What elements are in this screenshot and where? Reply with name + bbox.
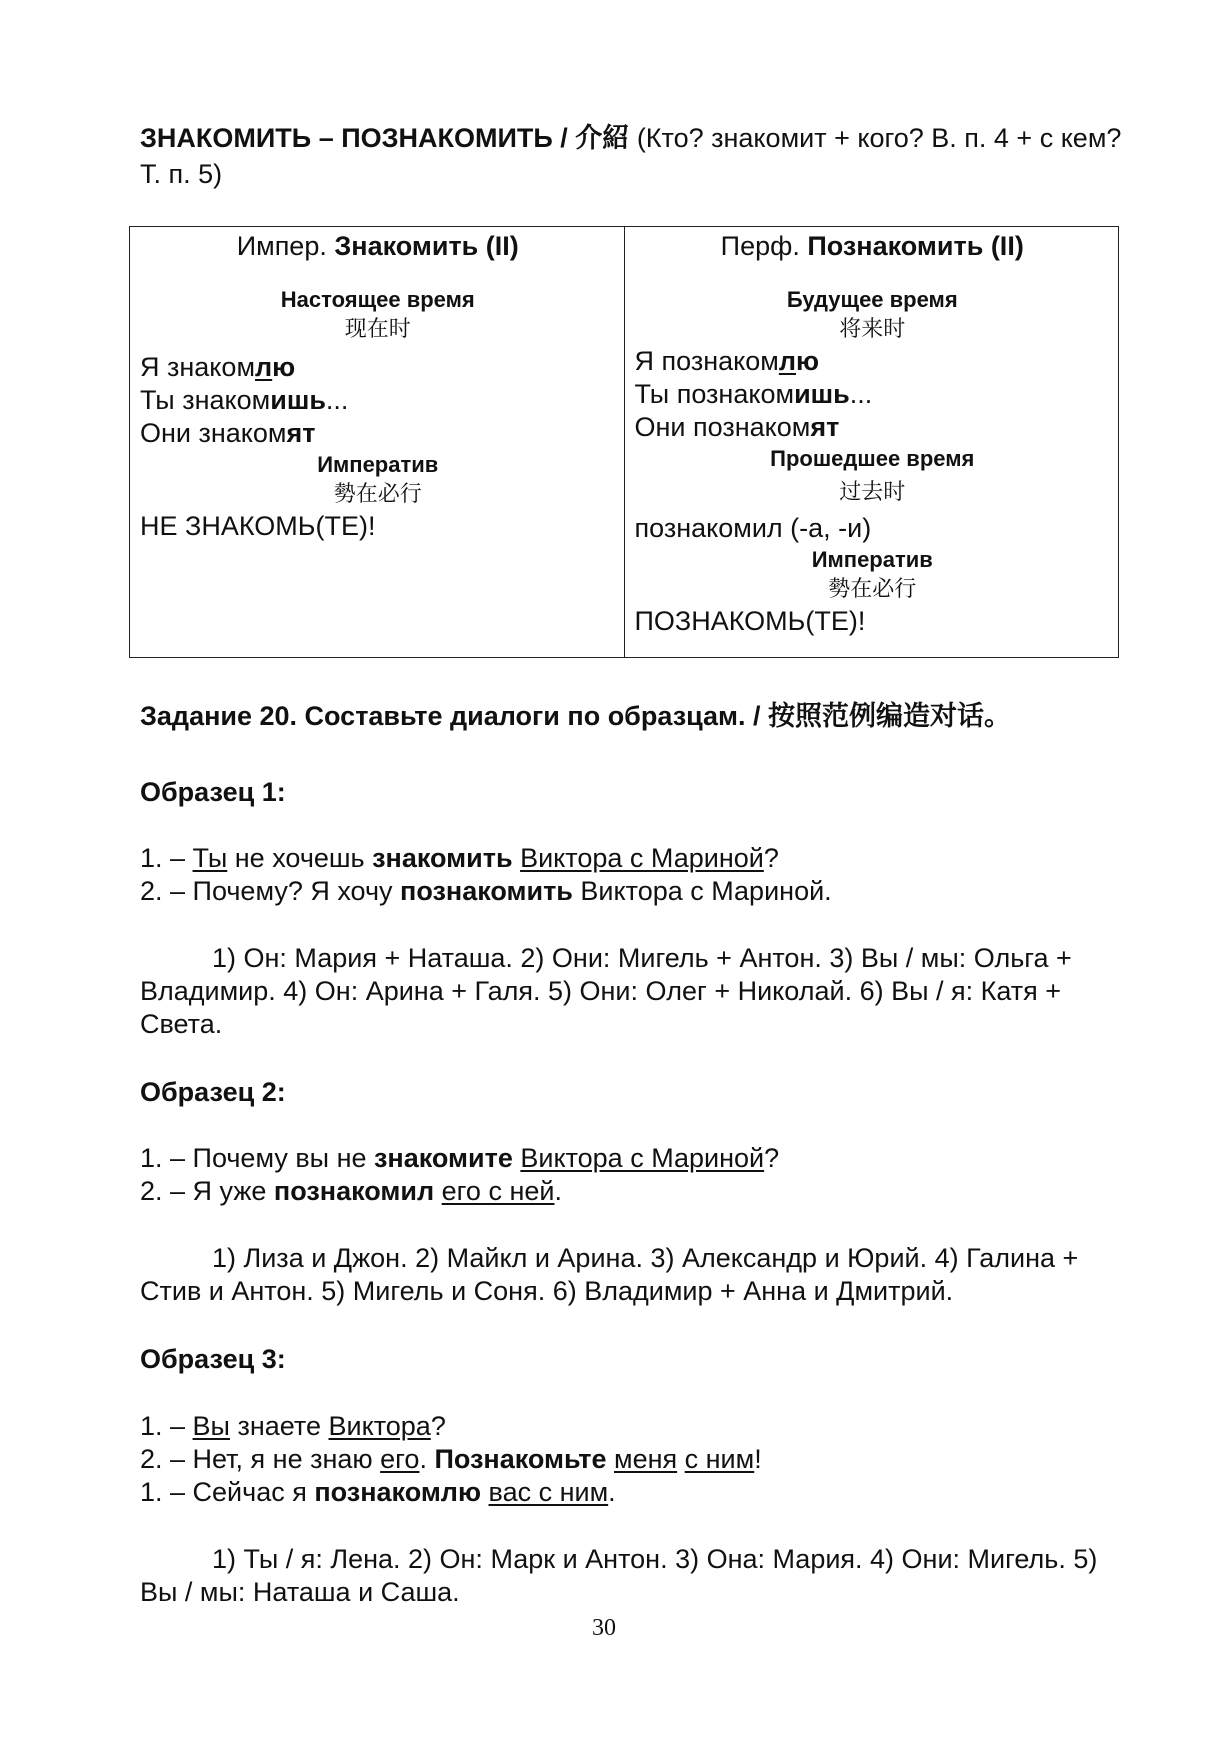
past-form: познакомил (-а, -и) <box>634 513 872 543</box>
perfective-column <box>624 227 1119 658</box>
imperative-label: Императив <box>811 547 933 572</box>
dialogue-line: 1. – Почему вы не знакомите Виктора с Мариной? <box>140 1143 780 1173</box>
sample-1-label: Образец 1: <box>140 777 286 807</box>
imperfective-header: Импер. Знакомить (II) <box>236 231 519 261</box>
heading-rest: (Кто? знакомит + кого? В. п. 4 + с кем? Т. п. 5) <box>140 123 1122 189</box>
dialogue-line: 2. – Нет, я не знаю его. Познакомьте меня с ним! <box>140 1444 762 1474</box>
dialogue-line: 1. – Сейчас я познакомлю вас с ним. <box>140 1477 616 1507</box>
dialogue-line: 1. – Ты не хочешь знакомить Виктора с Мариной? <box>140 843 779 873</box>
conj-row: Они знакомят <box>140 418 316 448</box>
future-tense-cn: 将来时 <box>839 317 906 342</box>
heading-verbs: ЗНАКОМИТЬ – ПОЗНАКОМИТЬ / 介紹 <box>140 123 630 153</box>
dialogue-line: 2. – Я уже познакомил его с ней. <box>140 1176 562 1206</box>
sample-3-dialogue <box>140 1410 1140 1509</box>
dialogue-line: 1. – Вы знаете Виктора? <box>140 1411 446 1441</box>
conjugation-table <box>129 226 1119 658</box>
present-tense-cn: 现在时 <box>344 317 411 342</box>
perfective-header: Перф. Познакомить (II) <box>720 231 1024 261</box>
imperative-label: Императив <box>317 452 439 477</box>
conj-row: Я знакомлю <box>140 352 296 382</box>
sample-2-dialogue <box>140 1142 1140 1208</box>
imperfective-column <box>130 227 625 658</box>
conj-row: Я познакомлю <box>634 346 820 376</box>
past-tense-label: Прошедшее время <box>770 446 975 471</box>
dialogue-line: 2. – Почему? Я хочу познакомить Виктора с Мариной. <box>140 876 832 906</box>
future-tense-label: Будущее время <box>786 287 958 312</box>
imperative-cn: 勢在必行 <box>333 482 422 507</box>
imperative-form: НЕ ЗНАКОМЬ(ТЕ)! <box>140 511 376 541</box>
heading <box>140 120 1140 192</box>
conj-row: Ты познакомишь... <box>634 379 873 409</box>
sample-3-label: Образец 3: <box>140 1344 286 1374</box>
imperative-cn: 勢在必行 <box>828 577 917 602</box>
present-tense-label: Настоящее время <box>280 287 475 312</box>
task-heading: Задание 20. Составьте диалоги по образцам. / 按照范例编造对话。 <box>140 701 1012 731</box>
page-number: 30 <box>592 1615 616 1641</box>
sample-2-label: Образец 2: <box>140 1077 286 1107</box>
sample-3-exercise: 1) Ты / я: Лена. 2) Он: Марк и Антон. 3) Она: Мария. 4) Они: Мигель. 5) Вы / мы: Наташа и Саша. <box>140 1544 1098 1607</box>
sample-1-dialogue <box>140 842 1140 908</box>
imperative-form: ПОЗНАКОМЬ(ТЕ)! <box>634 606 866 636</box>
sample-1-exercise: 1) Он: Мария + Наташа. 2) Они: Мигель + Антон. 3) Вы / мы: Ольга + Владимир. 4) Он: Арина + Галя. 5) Они: Олег + Николай. 6) Вы / я: Катя + Света. <box>140 943 1072 1039</box>
sample-2-exercise: 1) Лиза и Джон. 2) Майкл и Арина. 3) Александр и Юрий. 4) Галина + Стив и Антон. 5) Мигель и Соня. 6) Владимир + Анна и Дмитрий. <box>140 1243 1079 1306</box>
conj-row: Ты знакомишь... <box>140 385 349 415</box>
conj-row: Они познакомят <box>634 412 840 442</box>
past-tense-cn: 过去时 <box>839 480 906 505</box>
